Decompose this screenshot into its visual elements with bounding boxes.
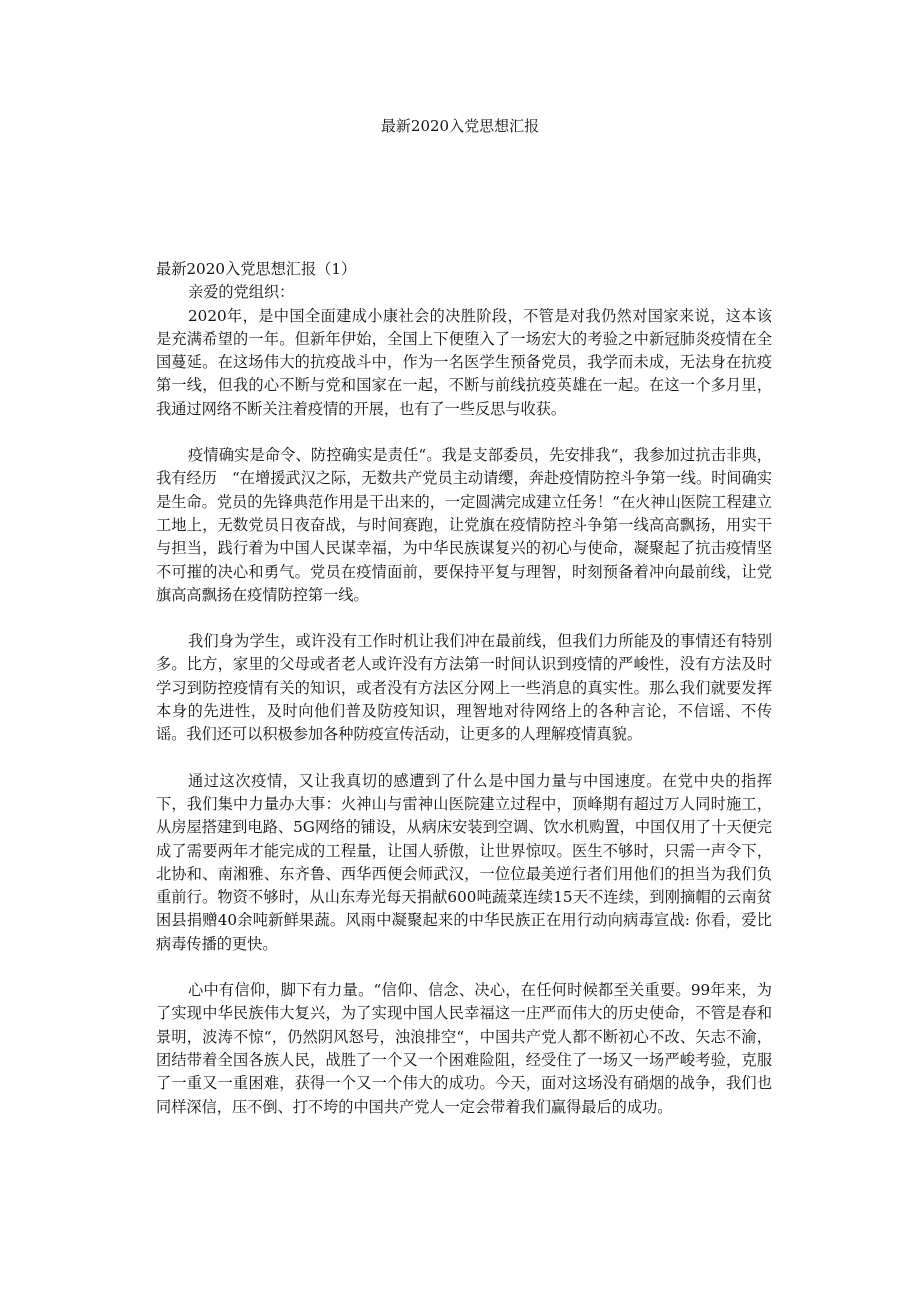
paragraph: 通过这次疫情，又让我真切的感遭到了什么是中国力量与中国速度。在党中央的指挥下，我们集中力量办大事：火神山与雷神山医院建立过程中，顶峰期有超过万人同时施工，从房屋搭建到电路、5G网络的铺设，从病床安装到空调、饮水机购置，中国仅用了十天便完成了需要两年才能完成的工程量，让国人骄傲，让世界惊叹。医生不够时，只需一声令下，北协和、南湘雅、东齐鲁、西华西便会师武汉，一位位最美逆行者们用他们的担当为我们负重前行。物资不够时，从山东寿光每天捐献600吨蔬菜连续15天不连续，到刚摘帽的云南贫困县捐赠40余吨新鲜果蔬。风雨中凝聚起来的中华民族正在用行动向病毒宣战: 你看，爱比病毒传播的更快。: [156, 771, 772, 953]
salutation: 亲爱的党组织：: [188, 283, 295, 302]
paragraph: 疫情确实是命令、防控确实是责任“。我是支部委员，先安排我“，我参加过抗击非典，我有经历 “在增援武汉之际，无数共产党员主动请缨，奔赴疫情防控斗争第一线。时间确实是生命。党员的先锋典范作用是干出来的，一定圆满完成建立任务！“在火神山医院工程建立工地上，无数党员日夜奋战，与时间赛跑，让党旗在疫情防控斗争第一线高高飘扬，用实干与担当，践行着为中国人民谋幸福，为中华民族谋复兴的初心与使命，凝聚起了抗击疫情坚不可摧的决心和勇气。党员在疫情面前，要保持平复与理智，时刻预备着冲向最前线，让党旗高高飘扬在疫情防控第一线。: [156, 446, 772, 604]
report-subtitle: 最新2020入党思想汇报（1）: [156, 260, 357, 278]
paragraph: 2020年，是中国全面建成小康社会的决胜阶段，不管是对我仍然对国家来说，这本该是充满希望的一年。但新年伊始，全国上下便堕入了一场宏大的考验之中新冠肺炎疫情在全国蔓延。在这场伟大的抗疫战斗中，作为一名医学生预备党员，我学而未成，无法身在抗疫第一线，但我的心不断与党和国家在一起，不断与前线抗疫英雄在一起。在这一个多月里，我通过网络不断关注着疫情的开展，也有了一些反思与收获。: [156, 306, 772, 418]
page-title: 最新2020入党思想汇报: [380, 117, 540, 135]
document-body: [156, 258, 772, 1119]
paragraph: 心中有信仰，脚下有力量。“信仰、信念、决心，在任何时候都至关重要。99年来，为了实现中华民族伟大复兴，为了实现中国人民幸福这一庄严而伟大的历史使命，不管是春和景明，波涛不惊“，仍然阴风怒号，浊浪排空“，中国共产党人都不断初心不改、矢志不渝，团结带着全国各族人民，战胜了一个又一个困难险阻，经受住了一场又一场严峻考验，克服了一重又一重困难，获得一个又一个伟大的成功。今天，面对这场没有硝烟的战争，我们也同样深信，压不倒、打不垮的中国共产党人一定会带着我们赢得最后的成功。: [156, 981, 772, 1116]
paragraph: 我们身为学生，或许没有工作时机让我们冲在最前线，但我们力所能及的事情还有特别多。比方，家里的父母或者老人或许没有方法第一时间认识到疫情的严峻性，没有方法及时学习到防控疫情有关的知识，或者没有方法区分网上一些消息的真实性。那么我们就要发挥本身的先进性，及时向他们普及防疫知识，理智地对待网络上的各种言论，不信谣、不传谣。我们还可以积极参加各种防疫宣传活动，让更多的人理解疫情真貌。: [156, 632, 772, 744]
